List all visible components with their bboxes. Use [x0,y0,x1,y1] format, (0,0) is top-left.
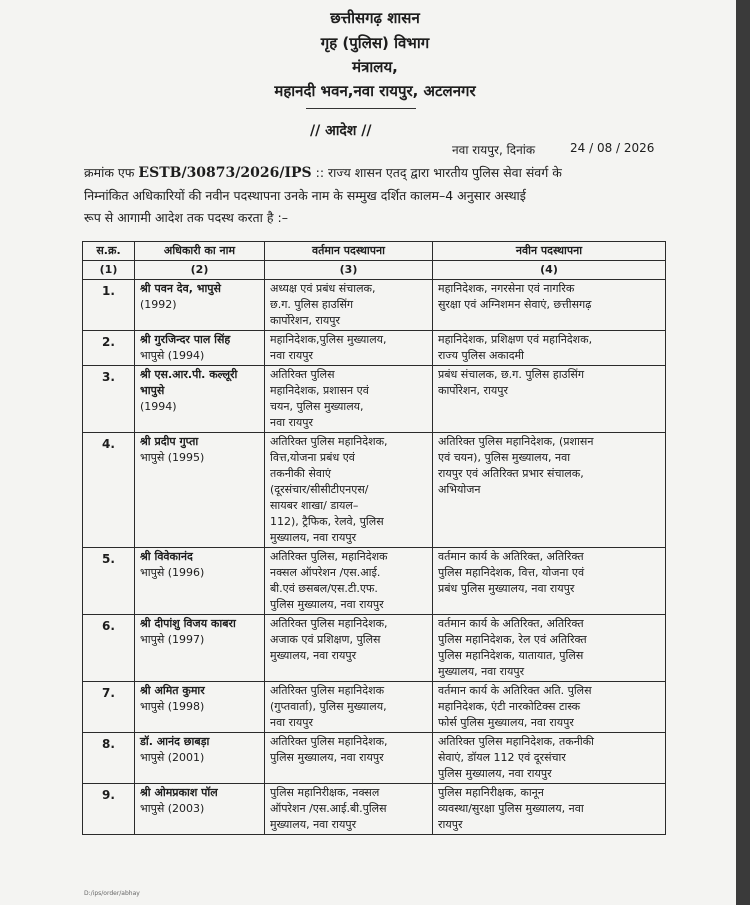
current-posting-line: अतिरिक्त पुलिस महानिदेशक, [270,735,388,748]
officer-batch: भापुसे (1995) [140,451,205,464]
new-posting-line: प्रबंध पुलिस मुख्यालय, नवा रायपुर [438,582,575,595]
row-serial: 8. [83,733,135,784]
table-row [83,784,666,835]
new-posting-cell [433,733,666,784]
officer-cell [135,331,265,366]
new-posting-cell [433,366,666,433]
current-posting-line: छ.ग. पुलिस हाउसिंग [270,298,354,311]
officer-batch: (1994) [140,400,177,413]
officer-cell [135,280,265,331]
current-posting-line: वित्त,योजना प्रबंध एवं [270,451,355,464]
current-posting-cell [265,433,433,548]
officer-name: डॉ. आनंद छाबड़ा [140,735,210,748]
current-posting-cell [265,366,433,433]
new-posting-line: पुलिस महानिरीक्षक, कानून [438,786,544,799]
current-posting-line: सायबर शाखा/ डायल– [270,499,359,512]
officer-batch: भापुसे (2001) [140,751,205,764]
officer-cell [135,615,265,682]
header-current-posting: वर्तमान पदस्थापना [265,242,433,261]
intro-line-2: निम्नांकित अधिकारियों की नवीन पदस्थापना उनके नाम के सम्मुख दर्शित कालम–4 अनुसार अस्थाई [84,188,526,203]
table-row [83,366,666,433]
new-posting-line: रायपुर एवं अतिरिक्त प्रभार संचालक, [438,467,584,480]
table-row [83,331,666,366]
current-posting-line: मुख्यालय, नवा रायपुर [270,818,357,831]
new-posting-line: कार्पोरेशन, रायपुर [438,384,508,397]
current-posting-line: पुलिस महानिरीक्षक, नक्सल [270,786,380,799]
current-posting-line: अतिरिक्त पुलिस महानिदेशक, [270,435,388,448]
order-title: // आदेश // [310,123,372,139]
officer-batch: (1992) [140,298,177,311]
table-row [83,280,666,331]
current-posting-cell [265,733,433,784]
ref-prefix: क्रमांक एफ [84,165,135,180]
current-posting-line: अजाक एवं प्रशिक्षण, पुलिस [270,633,381,646]
row-serial: 5. [83,548,135,615]
current-posting-line: नवा रायपुर [270,716,314,729]
current-posting-line: पुलिस मुख्यालय, नवा रायपुर [270,598,384,611]
row-serial: 4. [83,433,135,548]
current-posting-line: 112), ट्रैफिक, रेलवे, पुलिस [270,515,384,528]
current-posting-line: नक्सल ऑपरेशन /एस.आई. [270,566,381,579]
new-posting-line: राज्य पुलिस अकादमी [438,349,524,362]
ref-number: ESTB/30873/2026/IPS [138,165,312,181]
current-posting-cell [265,615,433,682]
header-new-posting: नवीन पदस्थापना [433,242,666,261]
footer-path: D:/ips/order/abhay [84,890,140,897]
row-serial: 9. [83,784,135,835]
order-date: 24 / 08 / 2026 [570,141,655,155]
table-body [83,280,666,835]
officer-cell [135,433,265,548]
current-posting-line: अतिरिक्त पुलिस महानिदेशक [270,684,385,697]
new-posting-line: सेवाएं, डॉयल 112 एवं दूरसंचार [438,751,566,764]
new-posting-line: महानिदेशक, एंटी नारकोटिक्स टास्क [438,700,581,713]
new-posting-cell [433,784,666,835]
current-posting-line: मुख्यालय, नवा रायपुर [270,531,357,544]
table-row [83,682,666,733]
row-serial: 6. [83,615,135,682]
colnum-3: (3) [265,261,433,280]
officer-batch: भापुसे (1997) [140,633,205,646]
officer-name: श्री गुरजिन्दर पाल सिंह [140,333,231,346]
current-posting-line: (दूरसंचार/सीसीटीएनएस/ [270,483,369,496]
current-posting-line: महानिदेशक, प्रशासन एवं [270,384,369,397]
current-posting-line: कार्पोरेशन, रायपुर [270,314,340,327]
new-posting-cell [433,433,666,548]
header-officer-name: अधिकारी का नाम [135,242,265,261]
new-posting-line: पुलिस महानिदेशक, रेल एवं अतिरिक्त [438,633,587,646]
new-posting-line: व्यवस्था/सुरक्षा पुलिस मुख्यालय, नवा [438,802,584,815]
officer-cell [135,548,265,615]
officer-batch: भापुसे (1994) [140,349,205,362]
officer-name: श्री दीपांशु विजय काबरा [140,617,236,630]
header-divider [306,108,416,109]
current-posting-cell [265,682,433,733]
colnum-2: (2) [135,261,265,280]
current-posting-cell [265,280,433,331]
new-posting-line: सुरक्षा एवं अग्निशमन सेवाएं, छत्तीसगढ़ [438,298,592,311]
new-posting-line: रायपुर [438,818,463,831]
officer-name: श्री एस.आर.पी. कल्लूरी भापुसे [140,368,238,397]
row-serial: 2. [83,331,135,366]
officer-name: श्री विवेकानंद [140,550,193,563]
table-header-row [83,242,666,261]
new-posting-cell [433,331,666,366]
new-posting-line: अतिरिक्त पुलिस महानिदेशक, (प्रशासन [438,435,594,448]
current-posting-line: नवा रायपुर [270,416,314,429]
row-serial: 1. [83,280,135,331]
table-row [83,433,666,548]
officer-cell [135,366,265,433]
officer-name: श्री ओमप्रकाश पॉल [140,786,218,799]
officer-cell [135,784,265,835]
new-posting-cell [433,280,666,331]
header-department: गृह (पुलिस) विभाग [320,34,430,52]
order-place: नवा रायपुर, दिनांक [452,143,536,157]
scan-edge [736,0,750,905]
new-posting-line: वर्तमान कार्य के अतिरिक्त, अतिरिक्त [438,550,584,563]
header-address: महानदी भवन,नवा रायपुर, अटलनगर [274,82,476,100]
officer-cell [135,733,265,784]
current-posting-line: अध्यक्ष एवं प्रबंध संचालक, [270,282,376,295]
officer-name: श्री प्रदीप गुप्ता [140,435,199,448]
header-ministry: मंत्रालय, [352,58,398,76]
header-government: छत्तीसगढ़ शासन [330,9,420,27]
new-posting-cell [433,548,666,615]
table-row [83,548,666,615]
new-posting-line: पुलिस महानिदेशक, वित्त, योजना एवं [438,566,585,579]
new-posting-line: महानिदेशक, नगरसेना एवं नागरिक [438,282,575,295]
officer-cell [135,682,265,733]
intro-line-3: रूप से आगामी आदेश तक पदस्थ करता है :– [84,210,288,225]
current-posting-cell [265,548,433,615]
row-serial: 7. [83,682,135,733]
row-serial: 3. [83,366,135,433]
officer-batch: भापुसे (1998) [140,700,205,713]
current-posting-line: ऑपरेशन /एस.आई.बी.पुलिस [270,802,387,815]
current-posting-cell [265,784,433,835]
current-posting-line: अतिरिक्त पुलिस महानिदेशक, [270,617,388,630]
officer-name: श्री अमित कुमार [140,684,205,697]
current-posting-line: अतिरिक्त पुलिस [270,368,335,381]
new-posting-line: एवं चयन), पुलिस मुख्यालय, नवा [438,451,571,464]
new-posting-line: वर्तमान कार्य के अतिरिक्त अति. पुलिस [438,684,592,697]
table-row [83,615,666,682]
officer-name: श्री पवन देव, भापुसे [140,282,221,295]
intro-line-1-rest: :: राज्य शासन एतद् द्वारा भारतीय पुलिस सेवा संवर्ग के [315,165,562,180]
intro-line-1 [84,162,664,184]
current-posting-line: मुख्यालय, नवा रायपुर [270,649,357,662]
current-posting-line: बी.एवं छसबल/एस.टी.एफ. [270,582,378,595]
current-posting-line: महानिदेशक,पुलिस मुख्यालय, [270,333,387,346]
current-posting-line: नवा रायपुर [270,349,314,362]
current-posting-line: अतिरिक्त पुलिस, महानिदेशक [270,550,388,563]
new-posting-line: फोर्स पुलिस मुख्यालय, नवा रायपुर [438,716,574,729]
colnum-4: (4) [433,261,666,280]
table-row [83,733,666,784]
new-posting-cell [433,682,666,733]
new-posting-line: अतिरिक्त पुलिस महानिदेशक, तकनीकी [438,735,594,748]
new-posting-line: मुख्यालय, नवा रायपुर [438,665,525,678]
posting-table [82,241,666,835]
current-posting-line: पुलिस मुख्यालय, नवा रायपुर [270,751,384,764]
current-posting-cell [265,331,433,366]
new-posting-line: महानिदेशक, प्रशिक्षण एवं महानिदेशक, [438,333,593,346]
colnum-1: (1) [83,261,135,280]
current-posting-line: चयन, पुलिस मुख्यालय, [270,400,364,413]
table-colnum-row [83,261,666,280]
new-posting-line: अभियोजन [438,483,481,496]
new-posting-line: पुलिस मुख्यालय, नवा रायपुर [438,767,552,780]
new-posting-line: प्रबंध संचालक, छ.ग. पुलिस हाउसिंग [438,368,585,381]
officer-batch: भापुसे (2003) [140,802,205,815]
header-serial: स.क्र. [83,242,135,261]
new-posting-line: पुलिस महानिदेशक, यातायात, पुलिस [438,649,584,662]
current-posting-line: (गुप्तवार्ता), पुलिस मुख्यालय, [270,700,387,713]
new-posting-line: वर्तमान कार्य के अतिरिक्त, अतिरिक्त [438,617,584,630]
new-posting-cell [433,615,666,682]
officer-batch: भापुसे (1996) [140,566,205,579]
current-posting-line: तकनीकी सेवाएं [270,467,331,480]
